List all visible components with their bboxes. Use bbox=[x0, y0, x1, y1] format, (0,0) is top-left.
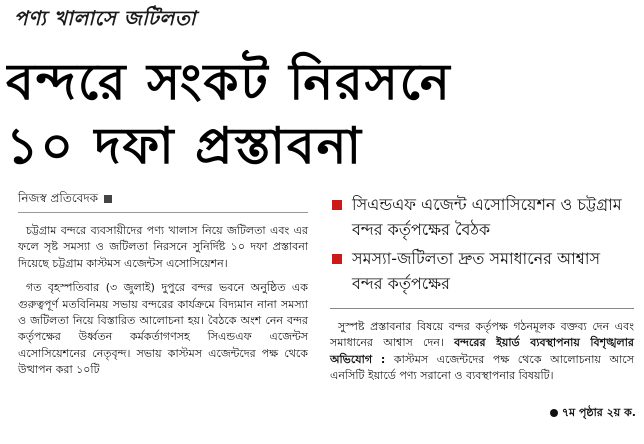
right-paragraph-subhead: বন্দরের ইয়ার্ড ব্যবস্থাপনায় বিশৃঙ্খলার অভিযোগ : bbox=[330, 336, 634, 366]
left-paragraph-1: চট্টগ্রাম বন্দরে ব্যবসায়ীদের পণ্য খালাস নিয়ে জটিলতা এবং এর ফলে সৃষ্ট সমস্যা ও জটিলতা নিরসনে সুনির্দিষ্ট ১০ দফা প্রস্তাবনা দিয়েছে চট্টগ্রাম কাস্টমস এজেন্টস এসোসিয়েশন। bbox=[18, 224, 308, 270]
highlight-text: সমস্যা-জটিলতা দ্রুত সমাধানের আশ্বাস বন্দর কর্তৃপক্ষের bbox=[352, 249, 601, 293]
highlight-text: সিএন্ডএফ এজেন্ট এসোসিয়েশন ও চট্টগ্রাম বন্দর কর্তৃপক্ষের বৈঠক bbox=[352, 195, 622, 239]
headline-line-2: ১০ দফা প্রস্তাবনা bbox=[6, 117, 364, 175]
right-column bbox=[330, 192, 634, 385]
kicker: পণ্য খালাসে জটিলতা bbox=[14, 6, 197, 30]
red-square-bullet-icon bbox=[332, 200, 342, 210]
right-paragraph-end: কাস্টমস এজেন্টদের পক্ষ থেকে আলোচনায় আসে এনসিটি ইয়ার্ডে পণ্য সরানো ও ব্যবস্থাপনার বিষয়টি। bbox=[330, 352, 634, 383]
continuation-note bbox=[550, 404, 636, 423]
divider bbox=[330, 308, 634, 309]
right-paragraph-start: সুস্পষ্ট প্রস্তাবনার বিষয়ে বন্দর কর্তৃপক্ষ গঠনমূলক বক্তব্য দেন এবং সমাধানের আশ্বাস দেন। bbox=[330, 320, 634, 350]
highlight-item bbox=[330, 246, 634, 296]
headline-line-1: বন্দরে সংকট নিরসনে bbox=[6, 53, 452, 111]
byline-text: নিজস্ব প্রতিবেদক bbox=[18, 191, 99, 205]
byline bbox=[18, 190, 112, 210]
red-square-bullet-icon bbox=[332, 254, 342, 264]
highlight-item bbox=[330, 192, 634, 242]
right-paragraph bbox=[330, 319, 634, 385]
continuation-text: ৭ম পৃষ্ঠার ২য় ক. bbox=[561, 406, 636, 419]
bullet-dot-icon bbox=[550, 409, 558, 417]
left-paragraph-2: গত বৃহস্পতিবার (৩ জুলাই) দুপুরে বন্দর ভবনে অনুষ্ঠিত এক গুরুত্বপূর্ণ মতবিনিময় সভায় বন্দরের কার্যক্রমে বিদ্যমান নানা সমস্যা ও জটিলতা নিয়ে বিস্তারিত আলোচনা হয়। বৈঠকে অংশ নেন বন্দর কর্তৃপক্ষের উর্ধ্বতন কর্মকর্তাগণসহ সিএন্ডএফ এজেন্টস এসোসিয়েশনের নেতৃবৃন্দ। সভায় কাস্টমস এজেন্টদের পক্ষ থেকে উত্থাপন করা ১০টি bbox=[18, 281, 308, 377]
square-bullet-icon bbox=[104, 195, 112, 203]
left-column bbox=[18, 212, 308, 379]
